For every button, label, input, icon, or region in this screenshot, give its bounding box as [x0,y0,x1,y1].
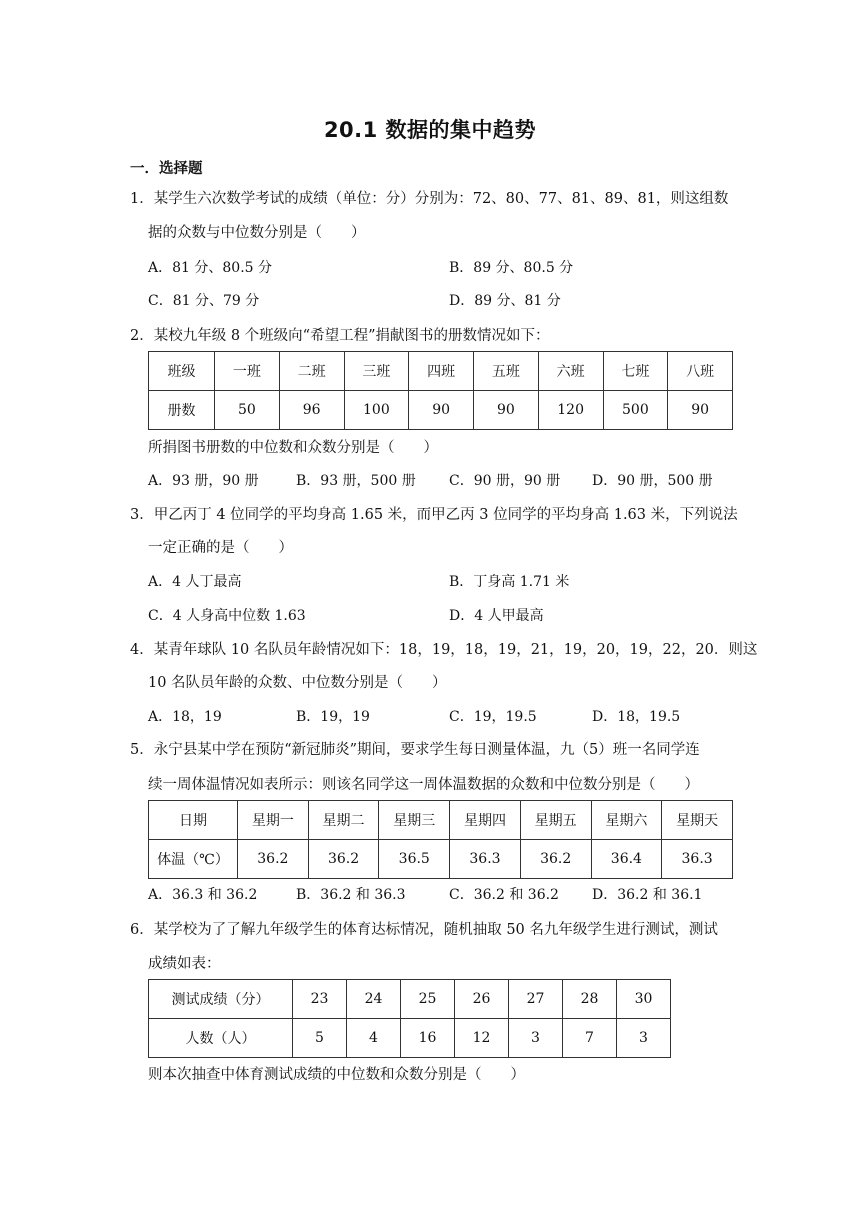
table-cell: 3 [509,1019,563,1058]
table-cell: 二班 [279,352,344,391]
table-cell: 四班 [409,352,474,391]
q2-stem-line2: 所捐图书册数的中位数和众数分别是（ ） [148,440,438,456]
q6-stem-line2: 成绩如表： [148,956,221,972]
q2-table [148,351,733,430]
table-cell: 班级 [149,352,215,391]
table-cell: 28 [563,980,617,1019]
table-cell: 27 [509,980,563,1019]
table-cell: 120 [538,391,603,430]
section-heading: 一．选择题 [130,161,203,177]
q3-option-b: B．丁身高 1.71 米 [449,574,570,590]
q6-table [148,979,671,1058]
table-cell: 3 [617,1019,671,1058]
q3-stem-line2: 一定正确的是（ ） [148,540,293,556]
table-cell: 96 [279,391,344,430]
q2-stem-line1: 2．某校九年级 8 个班级向“希望工程”捐献图书的册数情况如下： [130,328,550,344]
table-cell: 七班 [603,352,668,391]
table-cell: 4 [347,1019,401,1058]
q3-option-c: C．4 人身高中位数 1.63 [148,608,306,624]
table-cell: 26 [455,980,509,1019]
table-cell: 六班 [538,352,603,391]
q3-option-a: A．4 人丁最高 [148,574,242,590]
q4-option-a: A．18，19 [148,709,222,725]
q4-stem-line2: 10 名队员年龄的众数、中位数分别是（ ） [148,675,447,691]
table-cell: 50 [215,391,280,430]
table-cell: 90 [668,391,733,430]
table-cell: 90 [409,391,474,430]
table-cell: 五班 [474,352,539,391]
table-cell: 36.3 [662,840,733,879]
table-row [149,391,733,430]
q1-option-d: D．89 分、81 分 [449,293,561,309]
table-cell: 一班 [215,352,280,391]
table-cell: 36.2 [238,840,309,879]
table-row [149,980,671,1019]
q3-option-d: D．4 人甲最高 [449,608,544,624]
q5-table [148,800,733,879]
q2-option-b: B．93 册，500 册 [296,473,416,489]
q5-option-a: A．36.3 和 36.2 [148,887,258,903]
q6-stem-line3: 则本次抽查中体育测试成绩的中位数和众数分别是（ ） [148,1067,525,1083]
q2-option-a: A．93 册，90 册 [148,473,259,489]
q1-option-a: A．81 分、80.5 分 [148,260,272,276]
table-cell: 12 [455,1019,509,1058]
table-cell: 体温（℃） [149,840,238,879]
table-cell: 八班 [668,352,733,391]
q4-option-b: B．19，19 [296,709,370,725]
q1-stem-line2: 据的众数与中位数分别是（ ） [148,225,366,241]
table-cell: 7 [563,1019,617,1058]
table-row [149,352,733,391]
table-cell: 36.2 [308,840,379,879]
q1-option-b: B．89 分、80.5 分 [449,260,574,276]
table-cell: 90 [474,391,539,430]
q1-stem-line1: 1．某学生六次数学考试的成绩（单位：分）分别为：72、80、77、81、89、81，则这组数 [130,191,729,207]
table-row [149,1019,671,1058]
table-cell: 星期一 [238,801,309,840]
q5-option-d: D．36.2 和 36.1 [592,887,703,903]
q4-option-c: C．19，19.5 [449,709,537,725]
table-cell: 23 [293,980,347,1019]
table-cell: 星期四 [450,801,521,840]
q5-option-b: B．36.2 和 36.3 [296,887,406,903]
table-cell: 三班 [344,352,409,391]
table-cell: 36.4 [591,840,662,879]
table-cell: 测试成绩（分） [149,980,293,1019]
q5-stem-line1: 5．永宁县某中学在预防“新冠肺炎”期间，要求学生每日测量体温，九（5）班一名同学连 [130,742,700,758]
table-row [149,840,733,879]
q6-stem-line1: 6．某学校为了了解九年级学生的体育达标情况，随机抽取 50 名九年级学生进行测试，测试 [130,922,718,938]
table-cell: 日期 [149,801,238,840]
table-cell: 500 [603,391,668,430]
q3-stem-line1: 3．甲乙丙丁 4 位同学的平均身高 1.65 米，而甲乙丙 3 位同学的平均身高 1.63 米，下列说法 [130,507,738,523]
table-cell: 册数 [149,391,215,430]
table-row [149,801,733,840]
table-cell: 人数（人） [149,1019,293,1058]
table-cell: 36.3 [450,840,521,879]
table-cell: 25 [401,980,455,1019]
table-cell: 星期三 [379,801,450,840]
q5-option-c: C．36.2 和 36.2 [449,887,559,903]
table-cell: 5 [293,1019,347,1058]
table-cell: 36.2 [520,840,591,879]
table-cell: 36.5 [379,840,450,879]
q4-option-d: D．18，19.5 [592,709,681,725]
table-cell: 星期二 [308,801,379,840]
page-title: 20.1 数据的集中趋势 [323,118,537,142]
table-cell: 30 [617,980,671,1019]
table-cell: 星期五 [520,801,591,840]
q4-stem-line1: 4．某青年球队 10 名队员年龄情况如下：18，19，18，19，21，19，20，19，22，20．则这 [130,642,758,658]
table-cell: 星期六 [591,801,662,840]
q5-stem-line2: 续一周体温情况如表所示：则该名同学这一周体温数据的众数和中位数分别是（ ） [148,777,699,793]
table-cell: 100 [344,391,409,430]
q2-option-c: C．90 册，90 册 [449,473,561,489]
table-cell: 24 [347,980,401,1019]
table-cell: 星期天 [662,801,733,840]
table-cell: 16 [401,1019,455,1058]
q1-option-c: C．81 分、79 分 [148,293,260,309]
q2-option-d: D．90 册，500 册 [592,473,713,489]
